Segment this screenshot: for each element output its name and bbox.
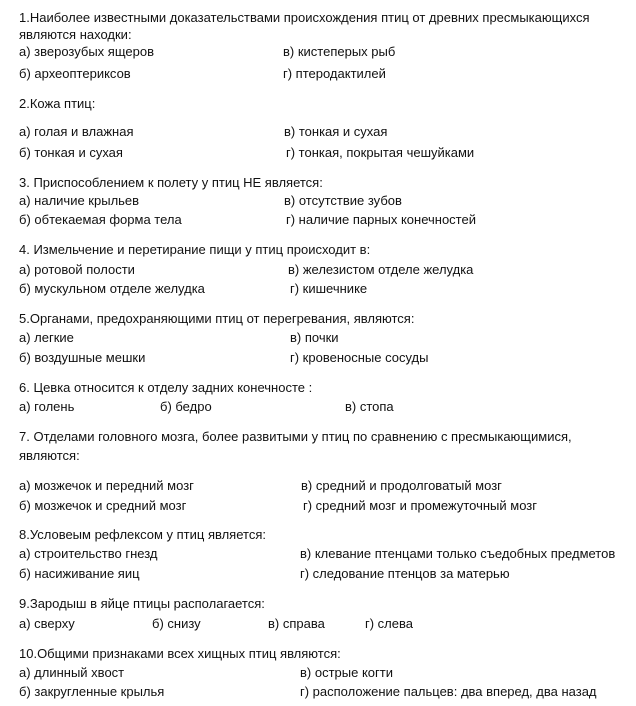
question-4-option-v: в) железистом отделе желудка — [288, 262, 474, 277]
question-1-option-g: г) птеродактилей — [283, 66, 386, 81]
question-10-option-v: в) острые когти — [300, 665, 393, 680]
question-7-option-a: а) мозжечок и передний мозг — [19, 478, 194, 493]
question-3-option-g: г) наличие парных конечностей — [286, 212, 476, 227]
question-7-text: 7. Отделами головного мозга, более развитыми у птиц по сравнению с пресмыкающимися, — [19, 429, 572, 444]
question-6-option-b: б) бедро — [160, 399, 212, 414]
question-4-option-a: а) ротовой полости — [19, 262, 135, 277]
question-2-text: 2.Кожа птиц: — [19, 96, 96, 111]
question-6-option-v: в) стопа — [345, 399, 394, 414]
question-7-option-g: г) средний мозг и промежуточный мозг — [303, 498, 537, 513]
question-1-option-a: а) зверозубых ящеров — [19, 44, 154, 59]
question-4-option-g: г) кишечнике — [290, 281, 368, 296]
question-5-option-g: г) кровеносные сосуды — [290, 350, 429, 365]
question-2-option-v: в) тонкая и сухая — [284, 124, 388, 139]
question-10-option-g: г) расположение пальцев: два вперед, два назад — [300, 684, 597, 699]
question-3-option-b: б) обтекаемая форма тела — [19, 212, 182, 227]
question-7-option-v: в) средний и продолговатый мозг — [301, 478, 502, 493]
question-1-option-b: б) археоптериксов — [19, 66, 131, 81]
question-7-text-cont: являются: — [19, 448, 80, 463]
question-2-option-a: а) голая и влажная — [19, 124, 134, 139]
question-8-option-g: г) следование птенцов за матерью — [300, 566, 510, 581]
question-8-text: 8.Условеым рефлексом у птиц является: — [19, 527, 266, 542]
question-10-option-a: а) длинный хвост — [19, 665, 125, 680]
question-7-option-b: б) мозжечок и средний мозг — [19, 498, 187, 513]
question-6-option-a: а) голень — [19, 399, 75, 414]
question-10-option-b: б) закругленные крылья — [19, 684, 165, 699]
question-1-text-cont: являются находки: — [19, 27, 132, 42]
question-9-option-b: б) снизу — [152, 616, 201, 631]
question-1-text: 1.Наиболее известными доказательствами происхождения птиц от древних пресмыкающихся — [19, 10, 590, 25]
question-8-option-b: б) насиживание яиц — [19, 566, 140, 581]
question-10-text: 10.Общими признаками всех хищных птиц являются: — [19, 646, 341, 661]
question-4-option-b: б) мускульном отделе желудка — [19, 281, 205, 296]
question-8-option-v: в) клевание птенцами только съедобных предметов — [300, 546, 616, 561]
question-8-option-a: а) строительство гнезд — [19, 546, 158, 561]
question-2-option-g: г) тонкая, покрытая чешуйками — [286, 145, 475, 160]
question-9-option-g: г) слева — [365, 616, 413, 631]
question-9-option-a: а) сверху — [19, 616, 75, 631]
question-3-option-a: а) наличие крыльев — [19, 193, 140, 208]
question-5-option-b: б) воздушные мешки — [19, 350, 146, 365]
question-3-text: 3. Приспособлением к полету у птиц НЕ является: — [19, 175, 323, 190]
question-9-text: 9.Зародыш в яйце птицы располагается: — [19, 596, 265, 611]
question-5-option-v: в) почки — [290, 330, 339, 345]
question-5-option-a: а) легкие — [19, 330, 74, 345]
question-9-option-v: в) справа — [268, 616, 325, 631]
question-5-text: 5.Органами, предохраняющими птиц от перегревания, являются: — [19, 311, 415, 326]
question-2-option-b: б) тонкая и сухая — [19, 145, 123, 160]
question-1-option-v: в) кистеперых рыб — [283, 44, 396, 59]
question-3-option-v: в) отсутствие зубов — [284, 193, 402, 208]
question-4-text: 4. Измельчение и перетирание пищи у птиц происходит в: — [19, 242, 371, 257]
question-6-text: 6. Цевка относится к отделу задних конечносте : — [19, 380, 313, 395]
